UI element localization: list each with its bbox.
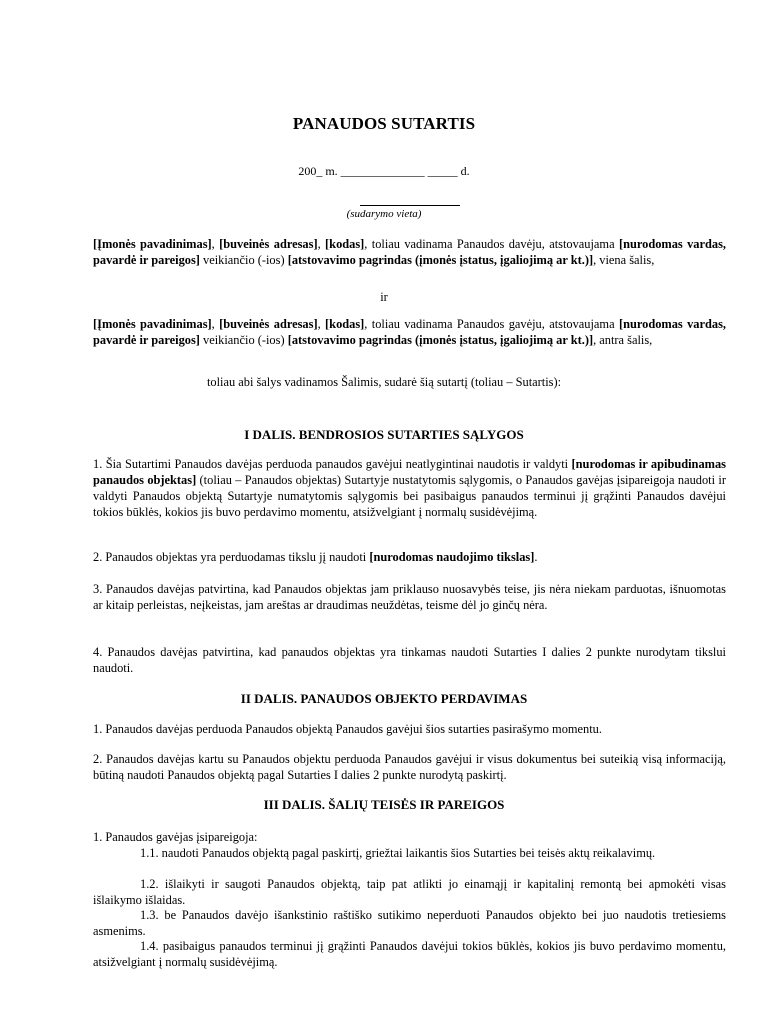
- party-2-representative: [nurodomas vardas, pavardė ir pareigos]: [93, 317, 726, 347]
- section-1-paragraph-2: [93, 549, 726, 565]
- party-1-representative: [nurodomas vardas, pavardė ir pareigos]: [93, 237, 726, 267]
- party-2-address: [buveinės adresas]: [219, 317, 318, 331]
- connector-ir: ir: [380, 290, 388, 304]
- s1-p2-text-c: .: [534, 550, 538, 564]
- section-3-subitem-1-4: 1.4. pasibaigus panaudos terminui jį grąžinti Panaudos davėjui tokios būklės, kokios jis buvo perdavimo momentu, atsižvelgiant į normalų susidėvėjimą.: [93, 939, 726, 969]
- s1-p1-text-a: 1. Šia Sutartimi Panaudos davėjas perduoda panaudos gavėjui neatlygintinai naudotis ir valdyti: [93, 457, 572, 471]
- party-2-basis: [atstovavimo pagrindas (įmonės įstatus, įgaliojimą ar kt.)]: [287, 333, 594, 347]
- party-1-address: [buveinės adresas]: [219, 237, 318, 251]
- date-line: 200_ m. ______________ _____ d.: [298, 164, 470, 178]
- party-1-text-2: veikiančio (-ios): [199, 253, 288, 267]
- s1-p1-text-c: (toliau – Panaudos objektas) Sutartyje nustatytomis sąlygomis, o Panaudos gavėjas įsipareigoja naudoti ir valdyti Panaudos objektą Sutartyje numatytomis sąlygomis bei pasibaigus panaudos terminui jį grąžinti Panaudos davėjui tokios būklės, kokios jis buvo perdavimo momentu, atsižvelgiant į normalų susidėvėjimą.: [93, 473, 726, 519]
- party-2-text-1: , toliau vadinama Panaudos gavėju, atstovaujama: [364, 317, 619, 331]
- section-1-paragraph-4: 4. Panaudos davėjas patvirtina, kad panaudos objektas yra tinkamas naudoti Sutarties I dalies 2 punkte nurodytam tikslui naudoti.: [93, 645, 726, 675]
- party-1-basis: [atstovavimo pagrindas (įmonės įstatus, įgaliojimą ar kt.)]: [287, 253, 594, 267]
- s1-p2-text-a: 2. Panaudos objektas yra perduodamas tikslu jį naudoti: [93, 550, 370, 564]
- section-2-paragraph-2: 2. Panaudos davėjas kartu su Panaudos objektu perduoda Panaudos gavėjui ir visus dokumentus bei suteikią visą informaciją, būtiną naudoti Panaudos objektą pagal Sutarties I dalies 2 punkte nurodytą paskirtį.: [93, 752, 726, 782]
- party-2-name: [Įmonės pavadinimas]: [93, 317, 212, 331]
- s1-p2-purpose: [nurodomas naudojimo tikslas]: [369, 550, 535, 564]
- section-3-heading: III DALIS. ŠALIŲ TEISĖS IR PAREIGOS: [263, 797, 505, 812]
- document-title: PANAUDOS SUTARTIS: [292, 114, 476, 133]
- party-2-paragraph: [Įmonės pavadinimas], [buveinės adresas], [kodas], toliau vadinama Panaudos gavėju, atstovaujama [nurodomas vardas, pavardė ir pareigos] veikiančio (-ios) [atstovavimo pagrindas (įmonės įstatus, įgaliojimą ar kt.)], antra šalis,: [93, 317, 726, 347]
- party-1-paragraph: [Įmonės pavadinimas], [buveinės adresas], [kodas], toliau vadinama Panaudos davėju, atstovaujama [nurodomas vardas, pavardė ir pareigos] veikiančio (-ios) [atstovavimo pagrindas (įmonės įstatus, įgaliojimą ar kt.)], viena šalis,: [93, 237, 726, 267]
- section-1-heading: I DALIS. BENDROSIOS SUTARTIES SĄLYGOS: [244, 427, 524, 442]
- party-2-text-2: veikiančio (-ios): [199, 333, 288, 347]
- section-2-heading: II DALIS. PANAUDOS OBJEKTO PERDAVIMAS: [240, 691, 528, 706]
- party-1-text-3: , viena šalis,: [593, 253, 655, 267]
- section-1-paragraph-1: [93, 456, 726, 520]
- party-1-name: [Įmonės pavadinimas]: [93, 237, 212, 251]
- parties-summary: toliau abi šalys vadinamos Šalimis, sudarė šią sutartį (toliau – Sutartis):: [206, 375, 562, 389]
- s1-p1-object: [nurodomas ir apibudinamas panaudos objektas]: [93, 457, 726, 487]
- section-3-paragraph-1: 1. Panaudos gavėjas įsipareigoja:: [93, 830, 258, 844]
- place-label: (sudarymo vieta): [346, 208, 422, 220]
- section-3-subitem-1-3: 1.3. be Panaudos davėjo išankstinio raštiško sutikimo neperduoti Panaudos objekto bei juo naudotis tretiesiems asmenims.: [93, 908, 726, 938]
- place-blank-line: [360, 205, 460, 206]
- party-1-code: [kodas]: [325, 237, 365, 251]
- section-3-subitem-1-1: 1.1. naudoti Panaudos objektą pagal paskirtį, griežtai laikantis šios Sutarties bei teisės aktų reikalavimų.: [140, 846, 656, 860]
- section-1-paragraph-3: 3. Panaudos davėjas patvirtina, kad Panaudos objektas jam priklauso nuosavybės teise, jis nėra niekam parduotas, išnuomotas ar kitaip perleistas, neįkeistas, jam areštas ar draudimas neuždėtas, teisme dėl jo ginčų nėra.: [93, 582, 726, 612]
- section-3-subitem-1-2: 1.2. išlaikyti ir saugoti Panaudos objektą, taip pat atlikti jo einamąjį ir kapitalinį remontą bei apmokėti visas išlaikymo išlaidas.: [93, 877, 726, 907]
- party-2-code: [kodas]: [325, 317, 365, 331]
- party-1-text-1: , toliau vadinama Panaudos davėju, atstovaujama: [364, 237, 619, 251]
- section-2-paragraph-1: 1. Panaudos davėjas perduoda Panaudos objektą Panaudos gavėjui šios sutarties pasirašymo momentu.: [93, 722, 602, 736]
- party-2-text-3: , antra šalis,: [593, 333, 653, 347]
